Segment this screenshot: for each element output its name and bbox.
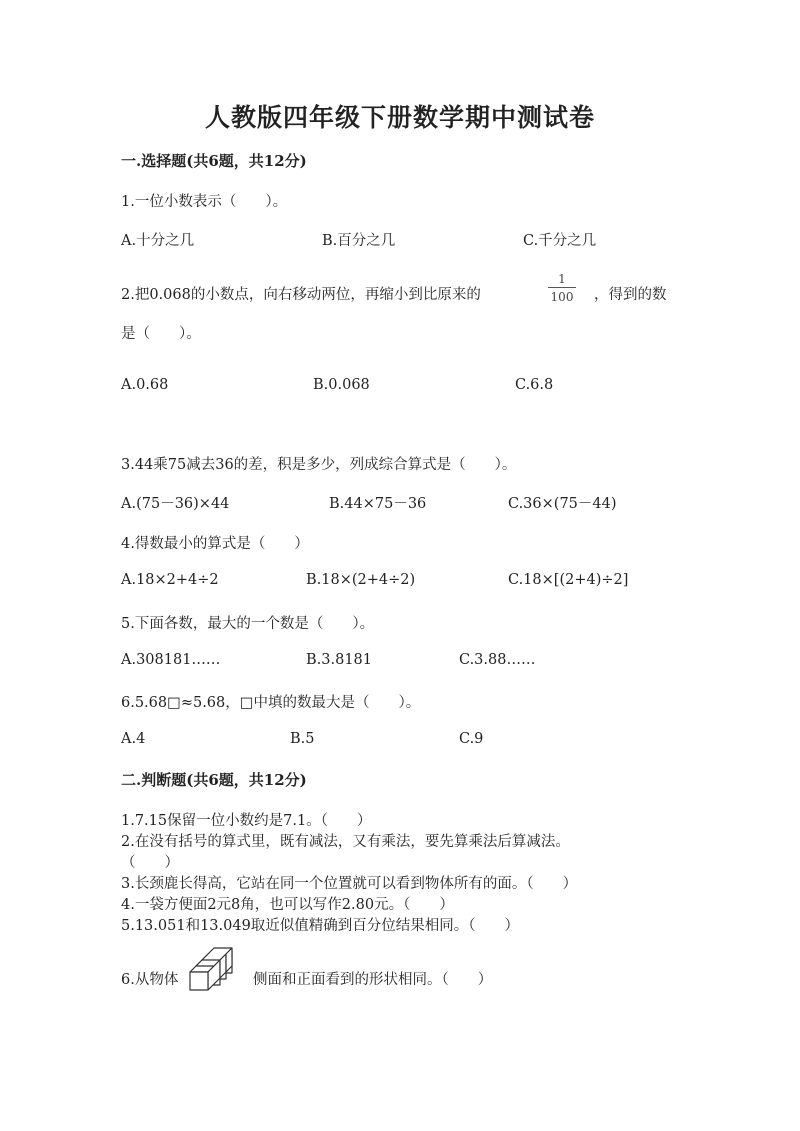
judge-item-5: 5.13.051和13.049取近似值精确到百分位结果相同。（ ） [121,918,520,934]
q6-stem: 6.5.68□≈5.68，□中填的数最大是（ ）。 [121,695,421,711]
q4-option-b: B.18×(2+4÷2) [306,572,416,588]
q2-option-b: B.0.068 [313,377,370,393]
section-heading-judge: 二.判断题(共6题，共12分) [121,771,307,789]
q5-stem: 5.下面各数，最大的一个数是（ ）。 [121,616,375,632]
q2-stem-part1: 2.把0.068的小数点，向右移动两位，再缩小到比原来的 [121,287,481,303]
q3-stem: 3.44乘75减去36的差，积是多少，列成综合算式是（ ）。 [121,457,517,473]
q1-option-b: B.百分之几 [322,233,396,249]
page-title: 人教版四年级下册数学期中测试卷 [204,103,595,132]
q2-option-a: A.0.68 [121,377,169,393]
q2-stem-line2: 是（ ）。 [121,326,201,342]
section-heading-choice: 一.选择题(共6题，共12分) [121,152,307,170]
q3-option-b: B.44×75－36 [329,496,427,512]
fraction-one-hundredth [548,272,576,304]
q1-option-c: C.千分之几 [523,233,597,249]
fraction-bar [548,287,576,288]
judge-item-6-part1: 6.从物体 [121,972,179,988]
q2-option-c: C.6.8 [515,377,554,393]
judge-item-1: 1.7.15保留一位小数约是7.1。（ ） [121,813,372,829]
judge-item-4: 4.一袋方便面2元8角，也可以写作2.80元。（ ） [121,897,454,913]
judge-item-6-part2: 侧面和正面看到的形状相同。（ ） [253,972,493,988]
q4-stem: 4.得数最小的算式是（ ） [121,536,309,552]
fraction-denominator: 100 [550,290,574,304]
judge-item-2-line1: 2.在没有括号的算式里，既有减法，又有乘法，要先算乘法后算减法。 [121,834,570,850]
cube-stack-illustration [186,947,250,997]
q6-option-a: A.4 [121,731,146,747]
q1-option-a: A.十分之几 [121,233,195,249]
q2-stem-part2: ，得到的数 [594,287,667,303]
judge-item-3: 3.长颈鹿长得高，它站在同一个位置就可以看到物体所有的面。（ ） [121,876,578,892]
q4-option-a: A.18×2+4÷2 [121,572,219,588]
q6-option-c: C.9 [459,731,484,747]
q3-option-c: C.36×(75－44) [508,496,617,512]
q3-option-a: A.(75－36)×44 [121,496,230,512]
q6-option-b: B.5 [290,731,315,747]
q4-option-c: C.18×[(2+4)÷2] [508,572,629,588]
judge-item-2-line2: （ ） [121,855,179,871]
q5-option-c: C.3.88…… [459,652,536,668]
q1-stem: 1.一位小数表示（ ）。 [121,194,288,210]
q5-option-a: A.308181…… [121,652,221,668]
q5-option-b: B.3.8181 [306,652,373,668]
fraction-numerator: 1 [558,272,566,286]
